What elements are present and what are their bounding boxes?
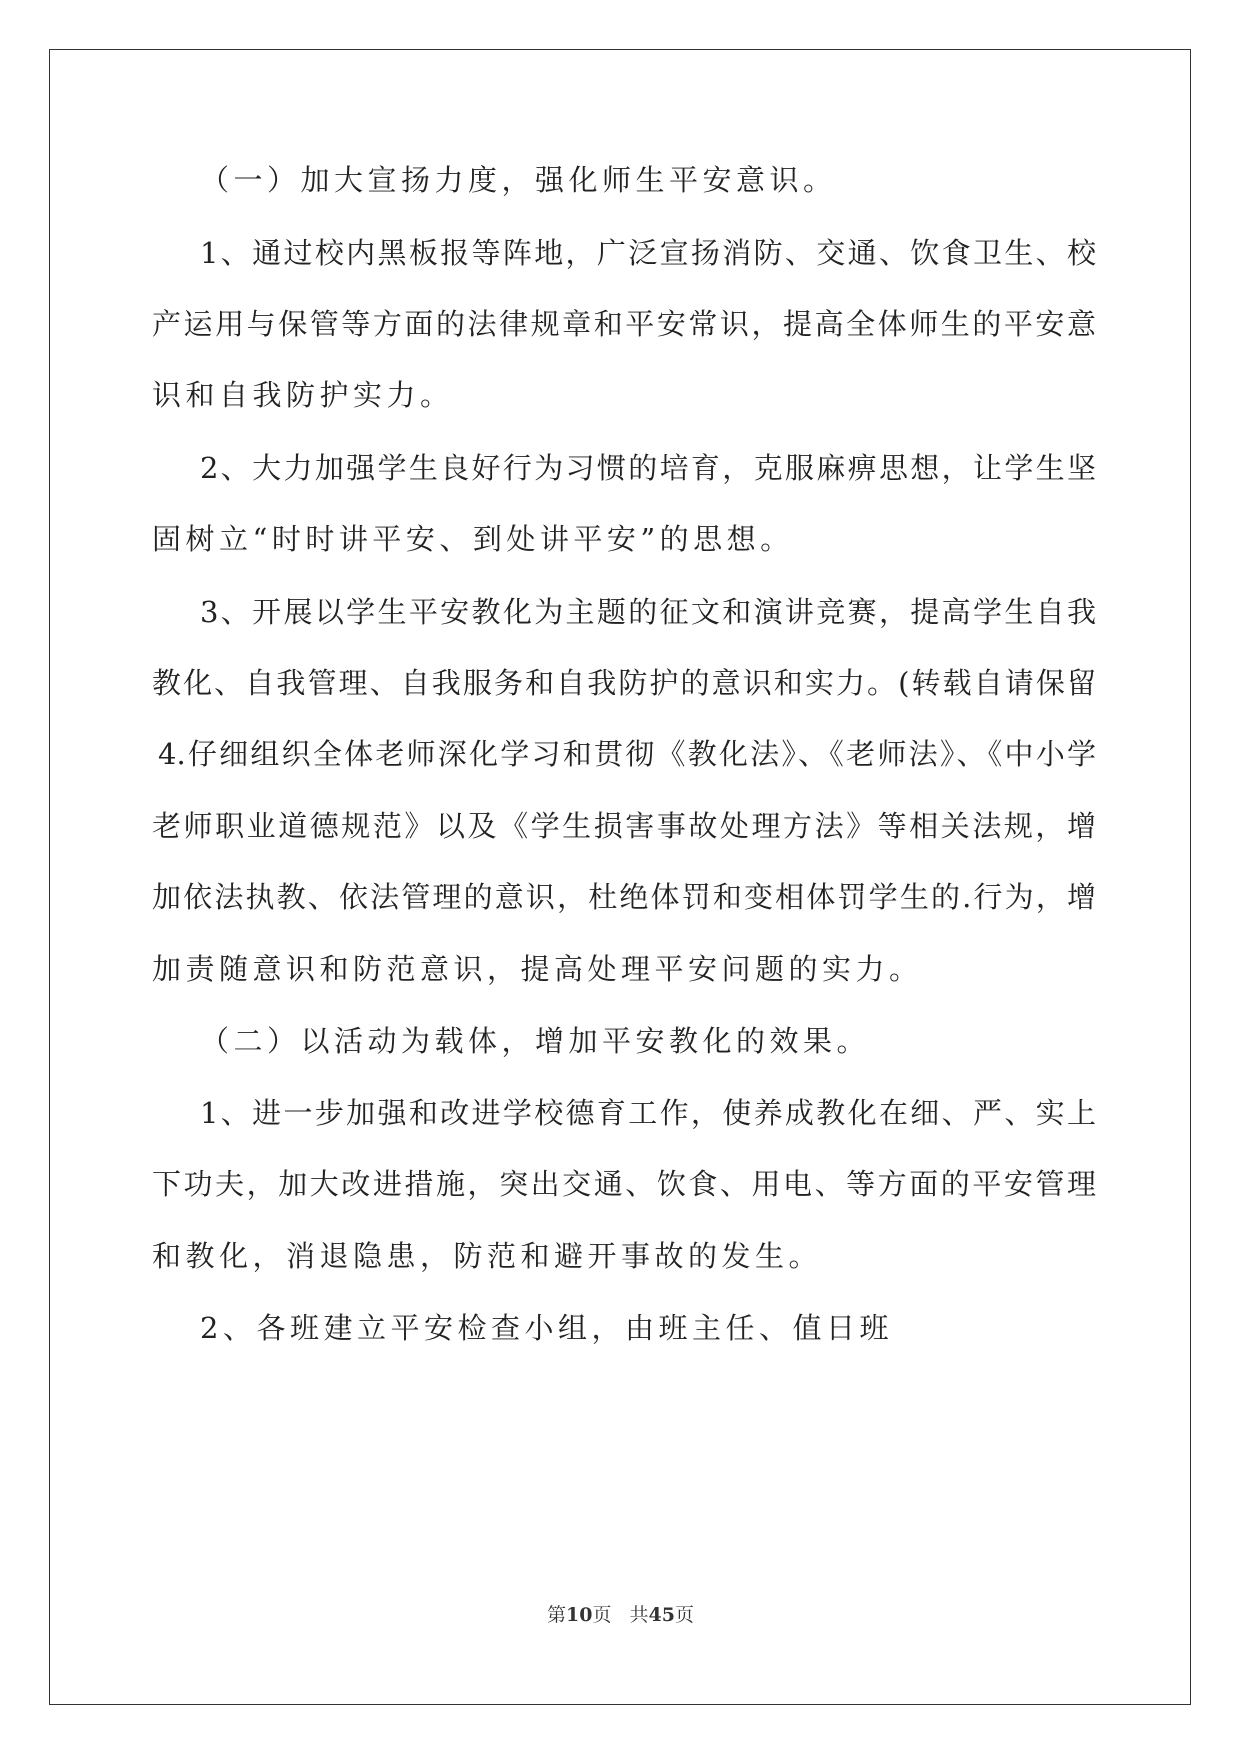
paragraph-line: 和教化，消退隐患，防范和避开事故的发生。	[152, 1239, 823, 1273]
paragraph-line: 加责随意识和防范意识，提高处理平安问题的实力。	[152, 952, 923, 986]
total-suffix: 页	[674, 1604, 694, 1626]
paragraph-line: 1、进一步加强和改进学校德育工作，使养成教化在细、严、实上	[200, 1096, 1096, 1130]
paragraph-line: 固树立“时时讲平安、到处讲平安”的思想。	[152, 522, 794, 556]
paragraph-line: 2、各班建立平安检查小组，由班主任、值日班	[200, 1311, 893, 1345]
paragraph-line: 3、开展以学生平安教化为主题的征文和演讲竞赛，提高学生自我	[200, 595, 1096, 629]
paragraph-line: 下功夫，加大改进措施，突出交通、饮食、用电、等方面的平安管理	[152, 1167, 1096, 1201]
paragraph-line: 1、通过校内黑板报等阵地，广泛宣扬消防、交通、饮食卫生、校	[200, 236, 1096, 270]
total-page-number: 45	[648, 1604, 675, 1626]
paragraph-line: 识和自我防护实力。	[152, 378, 454, 412]
paragraph-line: 2、大力加强学生良好行为习惯的培育，克服麻痹思想，让学生坚	[200, 451, 1096, 485]
paragraph-line: 4.仔细组织全体老师深化学习和贯彻《教化法》、《老师法》、《中小学	[158, 737, 1096, 771]
total-prefix: 共	[629, 1604, 649, 1626]
paragraph-line: 老师职业道德规范》以及《学生损害事故处理方法》等相关法规，增	[152, 809, 1096, 843]
paragraph-line: 加依法执教、依法管理的意识，杜绝体罚和变相体罚学生的.行为，增	[152, 880, 1096, 914]
page-label: 页	[592, 1604, 612, 1626]
paragraph-line: 教化、自我管理、自我服务和自我防护的意识和实力。(转载自请保留	[152, 666, 1096, 700]
current-page-number: 10	[566, 1604, 593, 1626]
paragraph-line: 产运用与保管等方面的法律规章和平安常识，提高全体师生的平安意	[152, 307, 1096, 341]
section-heading-2: （二）以活动为载体，增加平安教化的效果。	[200, 1024, 871, 1058]
section-heading-1: （一）加大宣扬力度，强化师生平安意识。	[200, 163, 837, 197]
page-footer	[0, 1600, 1241, 1627]
page-prefix: 第	[547, 1604, 567, 1626]
